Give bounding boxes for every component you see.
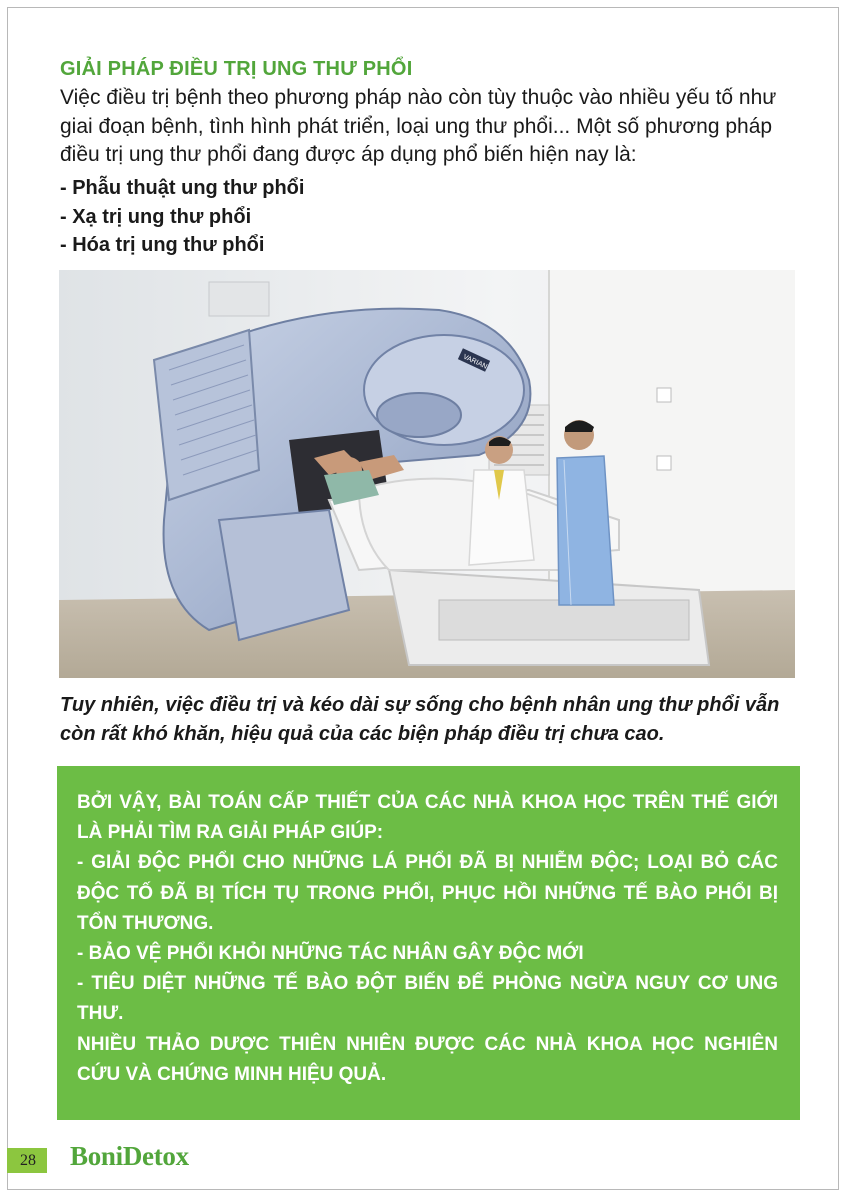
method-item-chemotherapy: - Hóa trị ung thư phổi — [60, 234, 265, 256]
intro-paragraph: Việc điều trị bệnh theo phương pháp nào còn tùy thuộc vào nhiều yếu tố như giai đoạn bệnh, tình hình phát triển, loại ung thư phổi... Một số phương pháp điều trị ung thư phổi đang được áp dụng phổ biến hiện nay là: — [60, 86, 777, 166]
box-line-prevent: - TIÊU DIỆT NHỮNG TẾ BÀO ĐỘT BIẾN ĐỂ PHÒNG NGỪA NGUY CƠ UNG THƯ. — [77, 973, 778, 1025]
method-item-surgery: - Phẫu thuật ung thư phổi — [60, 177, 305, 199]
box-line-detox: - GIẢI ĐỘC PHỔI CHO NHỮNG LÁ PHỔI ĐÃ BỊ NHIỄM ĐỘC; LOẠI BỎ CÁC ĐỘC TỐ ĐÃ BỊ TÍCH TỤ TRONG PHỔI, PHỤC HỒI NHỮNG TẾ BÀO PHỔI BỊ TỔN THƯƠNG. — [77, 852, 778, 934]
radiotherapy-illustration — [59, 270, 795, 678]
section-title: GIẢI PHÁP ĐIỀU TRỊ UNG THƯ PHỔI — [60, 58, 413, 80]
machine-brand-label: VARIAN — [461, 353, 489, 371]
highlight-box — [57, 766, 800, 1120]
treatment-methods-list — [60, 174, 800, 260]
brand-logo-text: BoniDetox — [70, 1141, 189, 1171]
box-line-intro: BỞI VẬY, BÀI TOÁN CẤP THIẾT CỦA CÁC NHÀ KHOA HỌC TRÊN THẾ GIỚI LÀ PHẢI TÌM RA GIẢI PHÁP GIÚP: — [77, 792, 778, 844]
box-line-herbs: NHIỀU THẢO DƯỢC THIÊN NHIÊN ĐƯỢC CÁC NHÀ KHOA HỌC NGHIÊN CỨU VÀ CHỨNG MINH HIỆU QUẢ. — [77, 1033, 778, 1085]
radiotherapy-photo — [59, 270, 795, 678]
page-number: 28 — [20, 1152, 36, 1169]
note-paragraph: Tuy nhiên, việc điều trị và kéo dài sự sống cho bệnh nhân ung thư phổi vẫn còn rất khó khăn, hiệu quả của các biện pháp điều trị chưa cao. — [60, 694, 780, 745]
method-item-radiotherapy: - Xạ trị ung thư phổi — [60, 205, 252, 228]
box-line-protect: - BẢO VỆ PHỔI KHỎI NHỮNG TÁC NHÂN GÂY ĐỘC MỚI — [77, 943, 584, 965]
